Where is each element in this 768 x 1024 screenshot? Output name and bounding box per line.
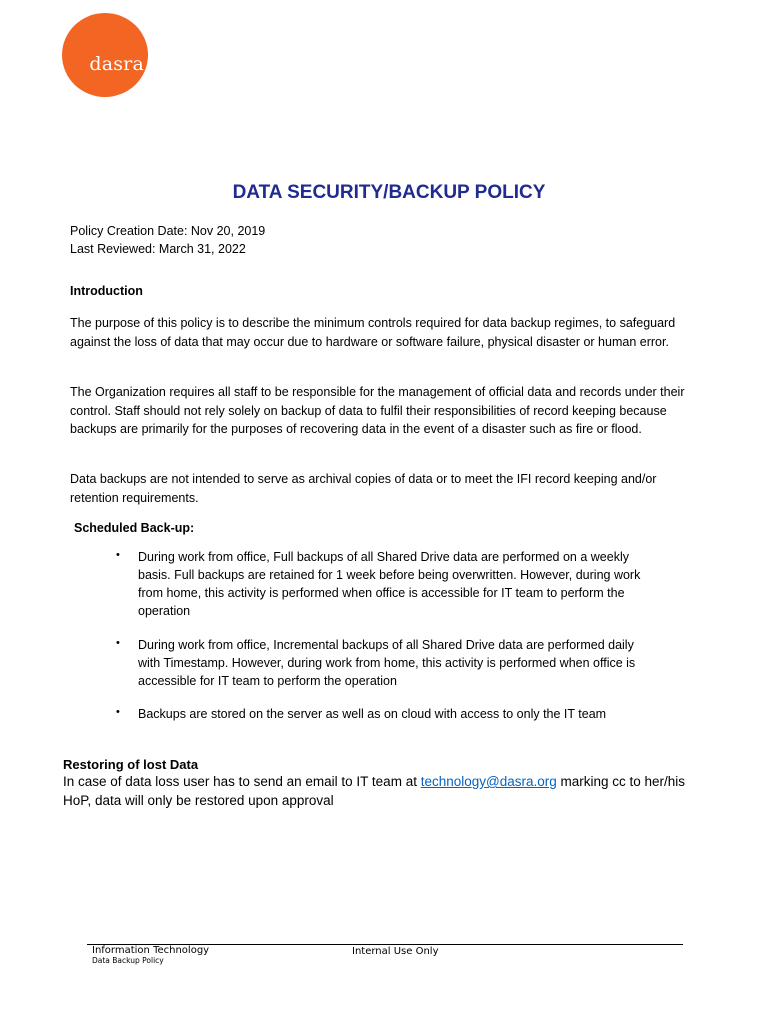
- last-reviewed-date: Last Reviewed: March 31, 2022: [70, 242, 246, 256]
- intro-paragraph-3: Data backups are not intended to serve as archival copies of data or to meet the IFI record keeping and/or retention requirements.: [70, 472, 657, 505]
- it-email-link[interactable]: technology@dasra.org: [420, 774, 557, 789]
- intro-paragraph-1: The purpose of this policy is to describe the minimum controls required for data backup regimes, to safeguard against the loss of data that may occur due to hardware or software failure, physical disaster or human error.: [70, 316, 676, 349]
- footer-classification: Internal Use Only: [352, 946, 439, 957]
- backup-bullet-1: During work from office, Full backups of all Shared Drive data are performed on a weekly basis. Full backups are retained for 1 week before being overwritten. However, during work from home, this activity is performed when office is accessible for IT team to perform the operation: [138, 550, 641, 618]
- restoring-lost-data-heading: Restoring of lost Data: [63, 757, 199, 772]
- introduction-heading: Introduction: [70, 284, 143, 298]
- scheduled-backup-heading: Scheduled Back-up:: [74, 521, 195, 535]
- restore-text-before: In case of data loss user has to send an email to IT team at: [63, 774, 421, 789]
- bullet-marker: •: [116, 637, 120, 649]
- restore-text-after: marking cc to her/his HoP, data will only be restored upon approval: [63, 774, 686, 808]
- backup-bullet-2: During work from office, Incremental backups of all Shared Drive data are performed daily with Timestamp. However, during work from home, this activity is performed when office is accessible for IT team to perform the operation: [138, 638, 636, 688]
- restore-paragraph: [63, 773, 703, 810]
- backup-bullet-3: Backups are stored on the server as well as on cloud with access to only the IT team: [138, 707, 607, 721]
- intro-paragraph-2: The Organization requires all staff to be responsible for the management of official data and records under their control. Staff should not rely solely on backup of data to fulfil their responsibilities of record keeping because backups are primarily for the purposes of recovering data in the event of a disaster such as fire or flood.: [70, 385, 685, 437]
- document-title: DATA SECURITY/BACKUP POLICY: [232, 182, 546, 203]
- bullet-marker: •: [116, 706, 120, 718]
- logo-text: dasra: [89, 53, 144, 75]
- footer-document-name: Data Backup Policy: [92, 956, 164, 965]
- bullet-marker: •: [116, 549, 120, 561]
- policy-creation-date: Policy Creation Date: Nov 20, 2019: [70, 224, 266, 238]
- dasra-logo: [62, 13, 148, 97]
- footer-department: Information Technology: [92, 945, 210, 956]
